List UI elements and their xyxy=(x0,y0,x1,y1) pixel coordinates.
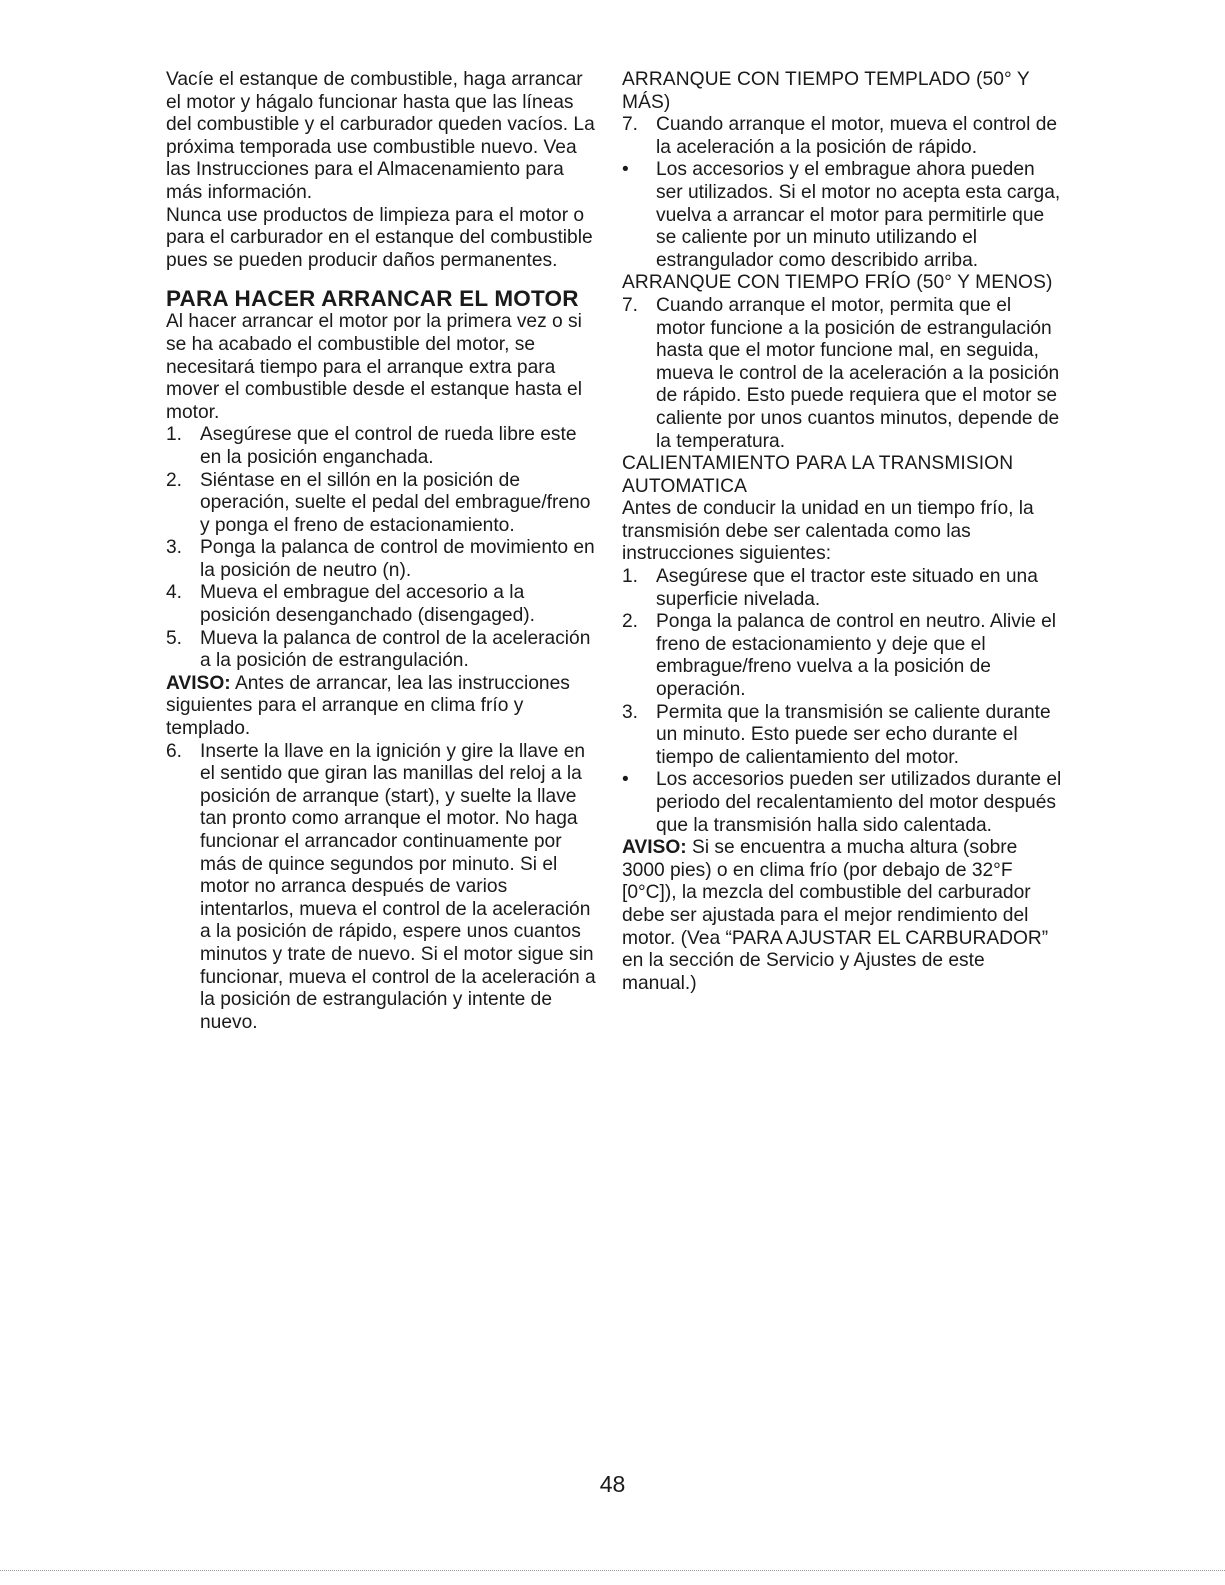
section-heading: PARA HACER ARRANCAR EL MOTOR xyxy=(166,286,579,312)
step-6 xyxy=(166,741,598,1035)
step-text: Cuando arranque el motor, mueva el control de la aceleración a la posición de rápido. xyxy=(656,114,1058,158)
bullet-mark: • xyxy=(622,159,629,181)
bullet-mark: • xyxy=(622,769,629,791)
step-number: 4. xyxy=(166,582,183,604)
start-intro-paragraph: Al hacer arrancar el motor por la primera vez o si se ha acabado el combustible del motor, se necesitará tiempo para el arranque extra para mover el combustible desde el estanque hasta el motor. xyxy=(166,311,582,423)
step-text: Ponga la palanca de control en neutro. Alivie el freno de estacionamiento y deje que el embrague/freno vuelva a la posición de operación. xyxy=(656,611,1057,701)
step-number: 7. xyxy=(622,294,639,316)
warm-bullet xyxy=(622,159,1062,272)
step-number: 2. xyxy=(622,611,639,633)
step-number: 1. xyxy=(166,424,183,446)
cold-step-7 xyxy=(622,295,1062,453)
warning-paragraph: Nunca use productos de limpieza para el motor o para el carburador en el estanque del combustible pues se pueden producir daños permanentes. xyxy=(166,204,593,271)
right-column xyxy=(622,69,1062,995)
step-2 xyxy=(166,470,598,538)
step-5 xyxy=(166,628,598,673)
step-1 xyxy=(166,424,598,469)
bottom-divider xyxy=(0,1570,1225,1571)
step-text: Asegúrese que el control de rueda libre este en la posición enganchada. xyxy=(200,424,577,468)
trans-step-1 xyxy=(622,566,1062,611)
page-number: 48 xyxy=(599,1471,626,1497)
warm-step-7 xyxy=(622,114,1062,159)
aviso-text: Si se encuentra a mucha altura (sobre 3000 pies) o en clima frío (por debajo de 32°F [0°C]), la mezcla del combustible del carburador debe ser ajustada para el mejor rendimiento del motor. (Vea “PARA AJUSTAR EL CARBURADOR” en la sección de Servicio y Ajustes de este manual.) xyxy=(622,837,1049,994)
step-number: 7. xyxy=(622,114,639,136)
step-number: 3. xyxy=(622,701,639,723)
cold-start-heading: ARRANQUE CON TIEMPO FRÍO (50° Y MENOS) xyxy=(622,272,1053,294)
aviso-text: Antes de arrancar, lea las instrucciones siguientes para el arranque en clima frío y templado. xyxy=(166,672,570,740)
aviso-label: AVISO: xyxy=(622,837,687,859)
step-number: 6. xyxy=(166,740,183,762)
step-3 xyxy=(166,537,598,582)
step-text: Mueva la palanca de control de la aceleración a la posición de estrangulación. xyxy=(200,627,591,672)
transmission-intro: Antes de conducir la unidad en un tiempo frío, la transmisión debe ser calentada como las instrucciones siguientes: xyxy=(622,498,1034,565)
warm-start-heading: ARRANQUE CON TIEMPO TEMPLADO (50° Y MÁS) xyxy=(622,69,1030,113)
step-number: 5. xyxy=(166,627,183,649)
trans-bullet xyxy=(622,769,1062,837)
step-text: Permita que la transmisión se caliente durante un minuto. Esto puede ser echo durante el tiempo de calientamiento del motor. xyxy=(656,701,1051,768)
step-text: Siéntase en el sillón en la posición de operación, suelte el pedal del embrague/freno y ponga el freno de estacionamiento. xyxy=(200,469,591,536)
bullet-text: Los accesorios y el embrague ahora pueden ser utilizados. Si el motor no acepta esta carga, vuelva a arrancar el motor para permitirle que se caliente por un minuto utilizando el estrangulador como describido arriba. xyxy=(656,159,1061,271)
aviso-label: AVISO: xyxy=(166,672,231,694)
step-text: Inserte la llave en la ignición y gire la llave en el sentido que giran las manillas del reloj a la posición de arranque (start), y suelte la llave tan pronto como arranque el motor. No haga funcionar el arrancador continuamente por más de quince segundos por minuto. Si el motor no arranca después de varios intentarlos, mueva el control de la aceleración a la posición de rápido, espere unos cuantos minutos y trate de nuevo. Si el motor sigue sin funcionar, mueva el control de la aceleración a la posición de estrangulación y intente de nuevo. xyxy=(200,740,596,1033)
aviso-note xyxy=(622,837,1062,995)
trans-step-2 xyxy=(622,611,1062,701)
step-text: Mueva el embrague del accesorio a la posición desenganchado (disengaged). xyxy=(200,582,535,627)
bullet-text: Los accesorios pueden ser utilizados durante el periodo del recalentamiento del motor después que la transmisión halla sido calentada. xyxy=(656,769,1062,836)
step-number: 1. xyxy=(622,566,639,588)
step-4 xyxy=(166,582,598,627)
step-number: 3. xyxy=(166,537,183,559)
step-text: Cuando arranque el motor, permita que el motor funcione a la posición de estrangulación hasta que el motor funcione mal, en seguida, mueva le control de la aceleración a la posición de rápido. Esto puede requiera que el motor se caliente por unos cuantos minutos, depende de la temperatura. xyxy=(656,294,1060,452)
step-text: Asegúrese que el tractor este situado en una superficie nivelada. xyxy=(656,566,1038,610)
trans-step-3 xyxy=(622,702,1062,770)
intro-paragraph: Vacíe el estanque de combustible, haga arrancar el motor y hágalo funcionar hasta que las líneas del combustible y el carburador queden vacíos. La próxima temporada use combustible nuevo. Vea las Instrucciones para el Almacenamiento para más información. xyxy=(166,69,595,203)
step-text: Ponga la palanca de control de movimiento en la posición de neutro (n). xyxy=(200,537,595,581)
transmission-heading: CALIENTAMIENTO PARA LA TRANSMISION AUTOMATICA xyxy=(622,453,1014,497)
aviso-note xyxy=(166,673,598,741)
left-column xyxy=(166,69,598,1034)
step-number: 2. xyxy=(166,469,183,491)
